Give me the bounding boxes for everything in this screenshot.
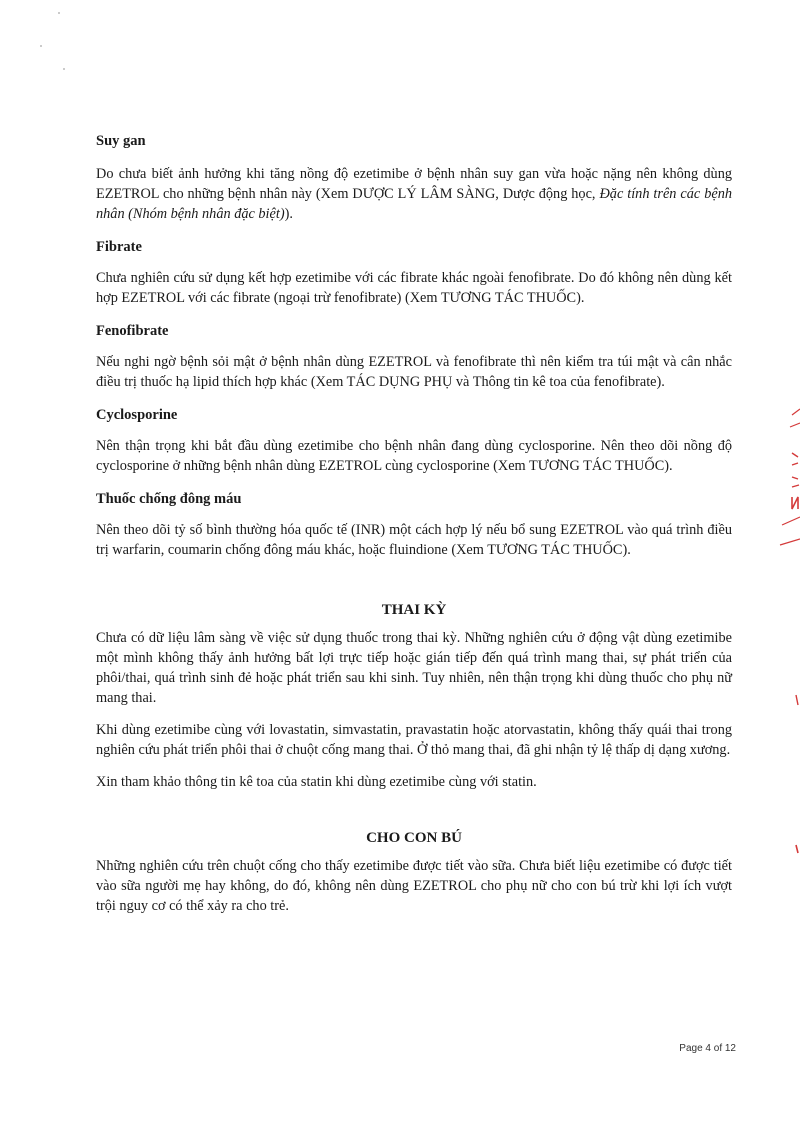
scan-speck — [63, 68, 65, 70]
section-text-part: Do chưa biết ảnh hưởng khi tăng nồng độ ezetimibe ở bệnh nhân suy gan vừa hoặc nặng nên không dùng EZETROL cho những bệnh nhân này (Xem DƯỢC LÝ LÂM SÀNG, Dược động học, — [96, 166, 732, 202]
pregnancy-heading: THAI KỲ — [381, 602, 447, 618]
pregnancy-paragraph: Xin tham khảo thông tin kê toa của statin khi dùng ezetimibe cùng với statin. — [96, 774, 537, 790]
section-lactation — [96, 828, 732, 916]
section-heading: Fibrate — [96, 239, 142, 255]
section-text-italic: Đặc tính trên các bệnh nhân (Nhóm bệnh nhân đặc biệt) — [96, 186, 732, 222]
scan-speck — [40, 45, 42, 47]
section-fenofibrate — [96, 322, 732, 392]
section-heading: Thuốc chống đông máu — [96, 491, 242, 507]
section-cyclosporine — [96, 406, 732, 476]
lactation-paragraph: Những nghiên cứu trên chuột cống cho thấy ezetimibe được tiết vào sữa. Chưa biết liệu ezetimibe có được tiết vào sữa người mẹ hay không, do đó, không nên dùng EZETROL cho phụ nữ cho con bú trừ khi lợi ích vượt trội nguy cơ có thể xảy ra cho trẻ. — [96, 858, 732, 914]
scan-speck — [58, 12, 60, 14]
document-body — [96, 132, 732, 928]
section-heading: Suy gan — [96, 133, 146, 149]
section-fibrate — [96, 238, 732, 308]
section-text: Nên thận trọng khi bắt đầu dùng ezetimibe cho bệnh nhân đang dùng cyclosporine. Nên theo dõi nồng độ cyclosporine ở những bệnh nhân dùng EZETROL cùng cyclosporine (Xem TƯƠNG TÁC THUỐC). — [96, 438, 732, 474]
section-text — [96, 164, 732, 224]
lactation-heading: CHO CON BÚ — [366, 830, 462, 846]
section-heading: Cyclosporine — [96, 407, 178, 423]
red-stamp-edge — [770, 405, 800, 865]
section-text-part: ). — [284, 206, 293, 222]
section-heading: Fenofibrate — [96, 323, 169, 339]
pregnancy-paragraph: Chưa có dữ liệu lâm sàng về việc sử dụng thuốc trong thai kỳ. Những nghiên cứu ở động vật dùng ezetimibe một mình không thấy ảnh hưởng bất lợi trực tiếp hoặc gián tiếp đến quá trình mang thai, sự phát triển của phôi/thai, quá trình sinh đẻ hoặc phát triển sau khi sinh. Tuy nhiên, nên thận trọng khi dùng thuốc cho phụ nữ mang thai. — [96, 630, 732, 706]
section-suy-gan — [96, 132, 732, 224]
section-text: Nếu nghi ngờ bệnh sỏi mật ở bệnh nhân dùng EZETROL và fenofibrate thì nên kiểm tra túi mật và cân nhắc điều trị thuốc hạ lipid thích hợp khác (Xem TÁC DỤNG PHỤ và Thông tin kê toa của fenofibrate). — [96, 354, 732, 390]
pregnancy-paragraph: Khi dùng ezetimibe cùng với lovastatin, simvastatin, pravastatin hoặc atorvastatin, không thấy quái thai trong nghiên cứu phát triển phôi thai ở chuột cống mang thai. Ở thỏ mang thai, đã ghi nhận tỷ lệ thấp dị dạng xương. — [96, 722, 732, 758]
section-pregnancy — [96, 600, 732, 792]
section-anticoagulant — [96, 490, 732, 560]
section-text: Chưa nghiên cứu sử dụng kết hợp ezetimibe với các fibrate khác ngoài fenofibrate. Do đó không nên dùng kết hợp EZETROL với các fibrate (ngoại trừ fenofibrate) (Xem TƯƠNG TÁC THUỐC). — [96, 270, 732, 306]
page-number: Page 4 of 12 — [679, 1043, 736, 1054]
section-text: Nên theo dõi tỷ số bình thường hóa quốc tế (INR) một cách hợp lý nếu bổ sung EZETROL vào quá trình điều trị warfarin, coumarin chống đông máu khác, hoặc fluindione (Xem TƯƠNG TÁC THUỐC). — [96, 522, 732, 558]
